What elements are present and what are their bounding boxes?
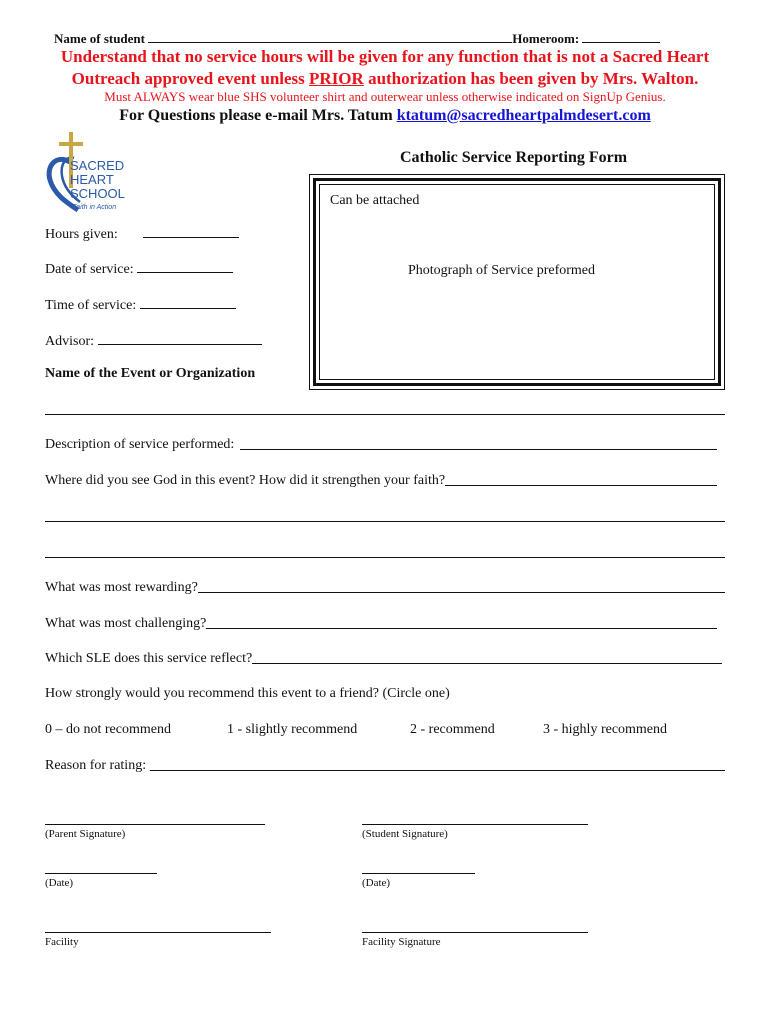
advisor-label: Advisor: [45, 334, 94, 349]
advisor-row [45, 334, 262, 350]
rewarding-row [45, 580, 725, 596]
photo-attach-note: Can be attached [330, 193, 420, 208]
facility-signature-label: Facility Signature [362, 936, 441, 948]
warning-line-1: Understand that no service hours will be given for any function that is not a Sacred Heart [60, 47, 710, 66]
photo-caption: Photograph of Service preformed [408, 263, 595, 278]
shirt-note: Must ALWAYS wear blue SHS volunteer shirt and outerwear unless otherwise indicated on SignUp Genius. [104, 89, 666, 104]
logo-line-2: HEART [70, 172, 114, 187]
rating-1[interactable]: 1 - slightly recommend [227, 722, 358, 737]
questions-line [20, 107, 750, 125]
logo-line-3: SCHOOL [70, 186, 125, 201]
description-row [45, 437, 725, 453]
facility-label: Facility [45, 936, 79, 948]
god-field[interactable] [445, 473, 717, 486]
reason-label: Reason for rating: [45, 758, 147, 773]
facility-signature-field[interactable] [362, 932, 588, 933]
facility-field[interactable] [45, 932, 271, 933]
time-row [45, 298, 236, 314]
logo-line-1: SACRED [70, 158, 125, 173]
student-name-field[interactable] [148, 30, 512, 43]
rewarding-field[interactable] [198, 580, 725, 593]
student-name-row [54, 30, 660, 47]
description-field[interactable] [240, 437, 717, 450]
description-label: Description of service performed: [45, 437, 235, 452]
rating-2[interactable]: 2 - recommend [410, 722, 495, 737]
event-label: Name of the Event or Organization [45, 366, 256, 381]
school-logo [44, 128, 154, 218]
challenging-row [45, 616, 725, 632]
sle-field[interactable] [252, 651, 722, 664]
student-date-label: (Date) [362, 877, 391, 889]
warning-line-2a: Outreach approved event unless [71, 69, 310, 88]
student-date-field[interactable] [362, 873, 475, 874]
event-field[interactable] [45, 414, 725, 415]
hours-row [45, 227, 239, 243]
date-field[interactable] [137, 272, 233, 273]
date-row [45, 262, 233, 278]
sle-row [45, 651, 725, 667]
reason-field[interactable] [150, 758, 725, 771]
warning-notice [20, 46, 750, 90]
time-field[interactable] [140, 308, 236, 309]
god-row [45, 473, 725, 489]
time-label: Time of service: [45, 298, 137, 313]
reason-row [45, 758, 725, 774]
homeroom-field[interactable] [582, 30, 660, 43]
hours-field[interactable] [143, 237, 239, 238]
parent-date-field[interactable] [45, 873, 157, 874]
homeroom-label: Homeroom: [512, 31, 580, 46]
rating-3[interactable]: 3 - highly recommend [543, 722, 668, 737]
date-label: Date of service: [45, 262, 134, 277]
god-label: Where did you see God in this event? How did it strengthen your faith? [45, 473, 446, 488]
challenging-label: What was most challenging? [45, 616, 207, 631]
god-field-line-2[interactable] [45, 521, 725, 522]
parent-signature-label: (Parent Signature) [45, 828, 126, 840]
advisor-field[interactable] [98, 344, 262, 345]
warning-prior: PRIOR [309, 69, 364, 88]
hours-label: Hours given: [45, 227, 118, 242]
parent-signature-field[interactable] [45, 824, 265, 825]
logo-tagline: Faith in Action [72, 204, 117, 211]
challenging-field[interactable] [206, 616, 717, 629]
sle-label: Which SLE does this service reflect? [45, 651, 253, 666]
warning-line-2b: authorization has been given by Mrs. Walton. [363, 69, 699, 88]
questions-email-link[interactable]: ktatum@sacredheartpalmdesert.com [396, 107, 651, 124]
god-field-line-3[interactable] [45, 557, 725, 558]
logo-text [70, 159, 125, 201]
rating-0[interactable]: 0 – do not recommend [45, 722, 171, 737]
parent-date-label: (Date) [45, 877, 74, 889]
rewarding-label: What was most rewarding? [45, 580, 198, 595]
recommend-label: How strongly would you recommend this event to a friend? (Circle one) [45, 686, 450, 701]
photo-box[interactable] [313, 178, 721, 386]
student-name-label: Name of student [54, 31, 145, 46]
student-signature-label: (Student Signature) [362, 828, 448, 840]
warning-line-2 [20, 68, 750, 90]
questions-prefix: For Questions please e-mail Mrs. Tatum [119, 107, 397, 124]
form-title: Catholic Service Reporting Form [400, 149, 628, 166]
student-signature-field[interactable] [362, 824, 588, 825]
photo-box-inner [319, 184, 715, 380]
